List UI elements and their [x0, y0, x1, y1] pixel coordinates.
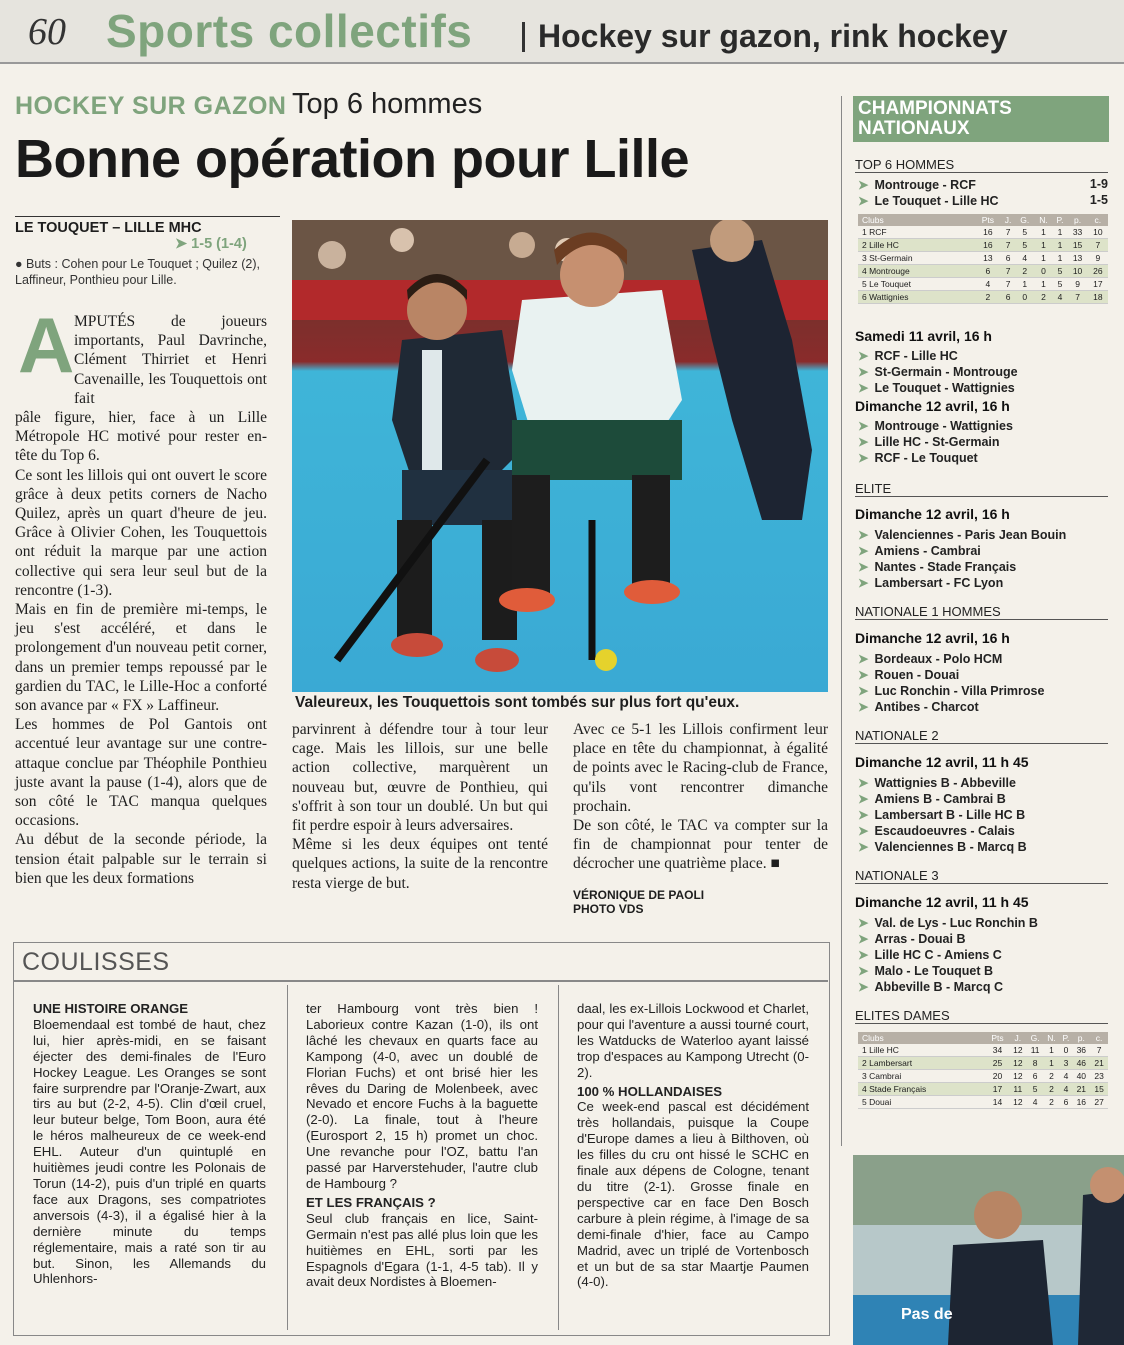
stat-cell: 46: [1072, 1057, 1090, 1070]
column-header: G.: [1015, 214, 1034, 226]
day-heading: Dimanche 12 avril, 11 h 45: [855, 894, 1029, 910]
fixture-text: Nantes - Stade Français: [874, 560, 1017, 574]
arrow-icon: ➤: [858, 652, 869, 666]
stat-cell: 1: [1053, 226, 1068, 239]
match-photo: [292, 220, 828, 692]
fixture: [858, 364, 1018, 379]
fixture-text: Montrouge - Wattignies: [874, 419, 1013, 433]
fixture-text: Escaudoeuvres - Calais: [874, 824, 1015, 838]
stat-cell: 9: [1088, 252, 1108, 265]
arrow-icon: ➤: [858, 381, 869, 395]
section-title: Sports collectifs: [106, 5, 473, 57]
fixture: [858, 434, 1000, 449]
stat-cell: 4: [1059, 1083, 1072, 1096]
day-heading: Dimanche 12 avril, 16 h: [855, 506, 1010, 522]
table-row: [858, 239, 1108, 252]
fixture: [858, 667, 959, 682]
day-heading: Dimanche 12 avril, 16 h: [855, 630, 1010, 646]
stat-cell: 2: [1044, 1083, 1060, 1096]
fixture-text: Valenciennes B - Marcq B: [874, 840, 1027, 854]
stat-cell: 15: [1090, 1083, 1108, 1096]
stat-cell: 6: [975, 265, 1001, 278]
fixture: [858, 527, 1066, 542]
page-number: 60: [28, 11, 66, 53]
result-match: Montrouge - RCF: [874, 178, 976, 192]
article-column-2: [292, 720, 548, 893]
byline: [573, 888, 704, 916]
stat-cell: 0: [1034, 265, 1052, 278]
column-header: c.: [1090, 1032, 1108, 1044]
stat-cell: 2: [975, 291, 1001, 304]
column-header: p.: [1072, 1032, 1090, 1044]
table-body: [858, 226, 1108, 304]
column-header: Clubs: [858, 1032, 986, 1044]
table-header-row: [858, 1032, 1108, 1044]
stat-cell: 4: [1053, 291, 1068, 304]
stat-cell: 2: [1034, 291, 1052, 304]
table-row: [858, 1070, 1108, 1083]
fixture: [858, 450, 978, 465]
stat-cell: 1: [1034, 252, 1052, 265]
arrow-icon: ➤: [858, 684, 869, 698]
standings-table-dames: [858, 1032, 1108, 1109]
club-cell: 3 Cambrai: [858, 1070, 986, 1083]
arrow-icon: ➤: [858, 178, 869, 192]
fixture-text: Rouen - Douai: [874, 668, 960, 682]
stat-cell: 1: [1015, 278, 1034, 291]
fixture: [858, 979, 1003, 994]
fixture: [858, 380, 1015, 395]
fixture-text: Le Touquet - Wattignies: [874, 381, 1015, 395]
stat-cell: 1: [1044, 1057, 1060, 1070]
club-cell: 4 Stade Français: [858, 1083, 986, 1096]
coulisses-text: Bloemendaal est tombé de haut, chez lui, hier après-midi, en se faisant éjecter des demi-finales de l'Euro Hockey League. Les Oranges se sont faire surprendre par l'Oranje-Zwart, aux tirs au but (2-2, 4-5). Clin d'œil cruel, leur buteur belge, Tom Boon, aura été le héros malheureux de ce week-end EHL. Auteur d'un quintuplé en huitièmes jeudi contre les Polonais de Torun (14-2), puis d'un triplé en quarts face aux Dragons, ses compatriotes anversois (4-3), il a égalisé hier à la dernière minute du temps réglementaire, mais a raté son tir au but. Sinon, les Allemands du Uhlenhors-: [33, 1016, 266, 1287]
arrow-icon: ➤: [858, 700, 869, 714]
column-divider: [558, 985, 559, 1330]
stat-cell: 4: [1027, 1096, 1044, 1109]
stat-cell: 36: [1072, 1044, 1090, 1057]
arrow-icon: ➤: [858, 792, 869, 806]
arrow-icon: ➤: [858, 451, 869, 465]
arrow-icon: ➤: [858, 419, 869, 433]
n1-title: NATIONALE 1 HOMMES: [855, 604, 1108, 620]
stat-cell: 6: [1059, 1096, 1072, 1109]
stat-cell: 5: [1027, 1083, 1044, 1096]
paragraph: Au début de la seconde période, la tension était palpable sur le terrain si bien que les deux formations: [15, 831, 267, 887]
paragraph: De son côté, le TAC va compter sur la fin de championnat pour tenter de décrocher une quatrième place. ■: [573, 817, 828, 873]
stat-cell: 13: [975, 252, 1001, 265]
stat-cell: 9: [1067, 278, 1087, 291]
club-cell: 4 Montrouge: [858, 265, 975, 278]
paragraph: Ce sont les lillois qui ont ouvert le score grâce à deux petits corners de Nacho Quilez, après un quart d'heure de jeu. Grâce à Olivier Cohen, les Touquettois ont réduit la marque par une action collective qui sera leur seul but de la rencontre (1-3).: [15, 466, 267, 599]
club-cell: 5 Douai: [858, 1096, 986, 1109]
coulisses-text: ter Hambourg vont très bien ! Laborieux contre Kazan (1-0), ils ont lâché les chevaux en quarts face au Kampong (4-0, avec un doublé de Florian Fuchs) et ont brisé hier les rêves du Daring de Molenbeek, avec Nevado et encore Fuchs à la baguette (2-0). La finale, tout à l'heure (Eurosport 2, 15 h) promet un choc. Une revanche pour l'OZ, battu l'an passé par Harverstehuder, l'autre club de Hambourg ?: [306, 1001, 538, 1191]
club-cell: 1 RCF: [858, 226, 975, 239]
paragraph: Avec ce 5-1 les Lillois confirment leur place en tête du championnat, à égalité de points avec le Racing-club de France, qu'ils vont rencontrer dimanche prochain.: [573, 721, 828, 815]
stat-cell: 10: [1088, 226, 1108, 239]
sidebar-title: [858, 99, 1012, 139]
elite-title: ELITE: [855, 481, 1108, 497]
table-row: [858, 1044, 1108, 1057]
result-match: Le Touquet - Lille HC: [874, 194, 999, 208]
table-row: [858, 291, 1108, 304]
fixture: [858, 775, 1016, 790]
header-separator: [522, 22, 525, 52]
table-row: [858, 265, 1108, 278]
fixture: [858, 575, 1003, 590]
table-row: [858, 1096, 1108, 1109]
drop-cap: A: [18, 301, 75, 389]
stat-cell: 1: [1034, 278, 1052, 291]
stat-cell: 7: [1090, 1044, 1108, 1057]
column-header: J.: [1009, 1032, 1027, 1044]
club-cell: 2 Lille HC: [858, 239, 975, 252]
fixture-text: Arras - Douai B: [874, 932, 966, 946]
stat-cell: 6: [1027, 1070, 1044, 1083]
coulisses-text: daal, les ex-Lillois Lockwood et Charlet, pour qui l'aventure a aussi tourné court, les Watducks de Waterloo ayant laissé trop d'espaces au Kampong Utrecht (0-2).: [577, 1001, 809, 1080]
arrow-icon: ➤: [858, 932, 869, 946]
stat-cell: 7: [1001, 226, 1015, 239]
article-kicker: HOCKEY SUR GAZON: [15, 92, 287, 120]
paragraph: parvinrent à défendre tour à tour leur cage. Mais les lillois, sur une belle action collective, marquèrent un nouveau but, œuvre de Ponthieu, qui s'offrit à son tour un doublé. Un but qui fit perdre espoir à leurs adversaires.: [292, 721, 548, 835]
stat-cell: 23: [1090, 1070, 1108, 1083]
fixture-text: St-Germain - Montrouge: [874, 365, 1018, 379]
stat-cell: 12: [1009, 1044, 1027, 1057]
stat-cell: 2: [1015, 265, 1034, 278]
fixture-text: Amiens B - Cambrai B: [874, 792, 1006, 806]
sidebar-divider: [841, 96, 842, 1146]
arrow-icon: ➤: [858, 840, 869, 854]
fixture-text: Valenciennes - Paris Jean Bouin: [874, 528, 1067, 542]
fixture-text: Malo - Le Touquet B: [874, 964, 993, 978]
fixture-text: Lambersart B - Lille HC B: [874, 808, 1026, 822]
banner-text: Pas de: [901, 1306, 953, 1323]
stat-cell: 16: [975, 226, 1001, 239]
sidebar-title-line: CHAMPIONNATS: [858, 98, 1012, 119]
paragraph: pâle figure, hier, face à un Lille Métropole HC motivé pour rester en-tête du Top 6.: [15, 409, 267, 465]
fixture: [858, 791, 1006, 806]
stat-cell: 3: [1059, 1057, 1072, 1070]
club-cell: 6 Wattignies: [858, 291, 975, 304]
stat-cell: 7: [1001, 278, 1015, 291]
result-row: [858, 177, 1108, 192]
arrow-icon: ➤: [858, 544, 869, 558]
stat-cell: 16: [975, 239, 1001, 252]
column-header: G.: [1027, 1032, 1044, 1044]
club-cell: 2 Lambersart: [858, 1057, 986, 1070]
stat-cell: 6: [1001, 291, 1015, 304]
stat-cell: 33: [1067, 226, 1087, 239]
stat-cell: 0: [1015, 291, 1034, 304]
table-header-row: [858, 214, 1108, 226]
column-header: c.: [1088, 214, 1108, 226]
stat-cell: 1: [1034, 226, 1052, 239]
fixture-text: Antibes - Charcot: [874, 700, 979, 714]
top6-title: TOP 6 HOMMES: [855, 157, 1108, 173]
article-column-1: [15, 408, 267, 888]
n3-title: NATIONALE 3: [855, 868, 1108, 884]
arrow-icon: ➤: [858, 349, 869, 363]
fixture: [858, 947, 1002, 962]
column-header: P.: [1053, 214, 1068, 226]
fixture-text: Bordeaux - Polo HCM: [874, 652, 1003, 666]
fixture-text: Wattignies B - Abbeville: [874, 776, 1016, 790]
article-lead: [74, 312, 267, 408]
fixture-text: Amiens - Cambrai: [874, 544, 981, 558]
day-heading: Dimanche 12 avril, 16 h: [855, 398, 1010, 414]
stat-cell: 1: [1034, 239, 1052, 252]
stat-cell: 11: [1027, 1044, 1044, 1057]
paragraph: Mais en fin de première mi-temps, le jeu s'est accéléré, et dans le prolongement d'un nouveau petit corner, dans un premier temps repoussé par le gardien du TAC, le Lille-Hoc a conforté son avance par « FX » Laffineur.: [15, 601, 267, 715]
stat-cell: 0: [1059, 1044, 1072, 1057]
stat-cell: 15: [1067, 239, 1087, 252]
column-header: Clubs: [858, 214, 975, 226]
stat-cell: 12: [1009, 1057, 1027, 1070]
paragraph: Les hommes de Pol Gantois ont accentué leur avantage sur une contre-attaque conclue par Théophile Ponthieu juste avant la pause (1-4), alors que de son côté le TAC manqua quelques occasions.: [15, 716, 267, 830]
fixture: [858, 931, 965, 946]
stat-cell: 5: [1053, 265, 1068, 278]
arrow-icon: ➤: [858, 365, 869, 379]
dames-title: ELITES DAMES: [855, 1008, 1108, 1024]
stat-cell: 16: [1072, 1096, 1090, 1109]
result-row: [858, 193, 1108, 208]
result-score: 1-9: [1089, 177, 1108, 191]
article-headline: Bonne opération pour Lille: [15, 129, 689, 189]
club-cell: 1 Lille HC: [858, 1044, 986, 1057]
stat-cell: 21: [1072, 1083, 1090, 1096]
stat-cell: 7: [1088, 239, 1108, 252]
stat-cell: 27: [1090, 1096, 1108, 1109]
fixture: [858, 348, 958, 363]
fixture: [858, 915, 1038, 930]
arrow-icon: ➤: [858, 808, 869, 822]
coulisses-title: COULISSES: [22, 948, 170, 976]
stat-cell: 10: [1067, 265, 1087, 278]
coulisses-heading: ET LES FRANÇAIS ?: [306, 1194, 436, 1210]
arrow-icon: ➤: [858, 776, 869, 790]
stat-cell: 12: [1009, 1096, 1027, 1109]
fixture: [858, 651, 1002, 666]
stat-cell: 1: [1044, 1044, 1060, 1057]
arrow-icon: ➤: [858, 435, 869, 449]
column-header: Pts: [986, 1032, 1009, 1044]
player-image: [853, 1155, 1124, 1345]
byline-photo: PHOTO VDS: [573, 902, 644, 916]
stat-cell: 2: [1044, 1070, 1060, 1083]
table-row: [858, 278, 1108, 291]
stat-cell: 8: [1027, 1057, 1044, 1070]
stat-cell: 4: [1015, 252, 1034, 265]
club-cell: 5 Le Touquet: [858, 278, 975, 291]
fixture: [858, 543, 981, 558]
arrow-icon: ➤: [858, 560, 869, 574]
stat-cell: 7: [1001, 265, 1015, 278]
column-header: N.: [1044, 1032, 1060, 1044]
stat-cell: 21: [1090, 1057, 1108, 1070]
fixture-text: Lille HC - St-Germain: [874, 435, 1000, 449]
stat-cell: 20: [986, 1070, 1009, 1083]
club-cell: 3 St-Germain: [858, 252, 975, 265]
stat-cell: 5: [1015, 239, 1034, 252]
coulisses-rule: [13, 980, 828, 982]
fixture-text: RCF - Le Touquet: [874, 451, 978, 465]
stat-cell: 5: [1053, 278, 1068, 291]
match-scorers: ● Buts : Cohen pour Le Touquet ; Quilez (2), Laffineur, Ponthieu pour Lille.: [15, 257, 260, 287]
stat-cell: 17: [986, 1083, 1009, 1096]
table-row: [858, 252, 1108, 265]
table-body: [858, 1044, 1108, 1109]
column-header: Pts: [975, 214, 1001, 226]
photo-caption: Valeureux, les Touquettois sont tombés sur plus fort qu'eux.: [295, 694, 740, 711]
stat-cell: 26: [1088, 265, 1108, 278]
arrow-icon: ➤: [858, 824, 869, 838]
fixture-text: Luc Ronchin - Villa Primrose: [874, 684, 1045, 698]
stat-cell: 25: [986, 1057, 1009, 1070]
fixture-text: Lambersart - FC Lyon: [874, 576, 1004, 590]
fixture: [858, 418, 1013, 433]
fixture: [858, 559, 1016, 574]
arrow-icon: ➤: [858, 980, 869, 994]
fixture: [858, 963, 993, 978]
coulisses-text: Seul club français en lice, Saint-Germain n'est pas allé plus loin que les huitièmes en EHL, sorti par les Espagnols d'Egara (1-1, 4-5 tab). Il y avait deux Nordistes à Bloemen-: [306, 1210, 538, 1290]
fixture: [858, 839, 1027, 854]
fixture-text: Abbeville B - Marcq C: [874, 980, 1003, 994]
article-column-3: [573, 720, 828, 874]
arrow-icon: ➤: [858, 576, 869, 590]
article-kicker-sub: Top 6 hommes: [292, 88, 483, 120]
arrow-icon: ➤: [858, 964, 869, 978]
sidebar-title-line: NATIONAUX: [858, 118, 970, 139]
fixture-text: RCF - Lille HC: [874, 349, 958, 363]
stat-cell: 34: [986, 1044, 1009, 1057]
fixture: [858, 699, 979, 714]
coulisses-column-2: [306, 1001, 538, 1290]
fixture-text: Val. de Lys - Luc Ronchin B: [874, 916, 1038, 930]
n2-title: NATIONALE 2: [855, 728, 1108, 744]
stat-cell: 2: [1044, 1096, 1060, 1109]
coulisses-heading: UNE HISTOIRE ORANGE: [33, 1001, 189, 1016]
match-label: LE TOUQUET – LILLE MHC: [15, 216, 280, 236]
fixture: [858, 807, 1025, 822]
match-score: ➤ 1-5 (1-4): [175, 236, 247, 252]
hockey-players-image: [292, 220, 828, 692]
stat-cell: 7: [1001, 239, 1015, 252]
table-row: [858, 1083, 1108, 1096]
stat-cell: 17: [1088, 278, 1108, 291]
arrow-icon: ➤: [858, 194, 869, 208]
table-row: [858, 226, 1108, 239]
stat-cell: 5: [1015, 226, 1034, 239]
coulisses-column-1: [33, 1001, 266, 1287]
coulisses-column-3: [577, 1001, 809, 1290]
stat-cell: 40: [1072, 1070, 1090, 1083]
day-heading: Dimanche 12 avril, 11 h 45: [855, 754, 1029, 770]
stat-cell: 6: [1001, 252, 1015, 265]
coulisses-heading: 100 % HOLLANDAISES: [577, 1083, 723, 1099]
paragraph: Même si les deux équipes ont tenté quelques actions, la suite de la rencontre resta vierge de but.: [292, 836, 548, 892]
coulisses-text: Ce week-end pascal est décidément très hollandais, puisque la Coupe d'Europe dames a lieu à Bilthoven, où les filles du cru ont hissé le SCHC en finale aux dépens de Cologne, tenant du titre (2-1). Grosse finale en perspective car en face Den Bosch carbure à plein régime, à l'image de sa demi-finale d'hier, face au Campo Madrid, avec un triplé de Vortenbosch et un but de sa star Maartje Paumen (4-0).: [577, 1099, 809, 1290]
result-score: 1-5: [1089, 193, 1108, 207]
arrow-icon: ➤: [858, 916, 869, 930]
stat-cell: 11: [1009, 1083, 1027, 1096]
day-heading: Samedi 11 avril, 16 h: [855, 328, 992, 344]
stat-cell: 4: [1059, 1070, 1072, 1083]
arrow-icon: ➤: [858, 948, 869, 962]
side-photo: [853, 1155, 1124, 1345]
table-row: [858, 1057, 1108, 1070]
article-lead-text: MPUTÉS de joueurs importants, Paul Davrinche, Clément Thirriet et Henri Cavenaille, les Touquettois ont fait: [74, 313, 267, 407]
column-header: P.: [1059, 1032, 1072, 1044]
stat-cell: 4: [975, 278, 1001, 291]
standings-table-top6: [858, 214, 1108, 304]
column-header: N.: [1034, 214, 1052, 226]
stat-cell: 1: [1053, 252, 1068, 265]
stat-cell: 1: [1053, 239, 1068, 252]
stat-cell: 13: [1067, 252, 1087, 265]
fixture-text: Lille HC C - Amiens C: [874, 948, 1002, 962]
column-header: J.: [1001, 214, 1015, 226]
stat-cell: 12: [1009, 1070, 1027, 1083]
fixture: [858, 823, 1015, 838]
fixture: [858, 683, 1044, 698]
byline-author: VÉRONIQUE DE PAOLI: [573, 888, 705, 902]
arrow-icon: ➤: [858, 668, 869, 682]
stat-cell: 14: [986, 1096, 1009, 1109]
arrow-icon: ➤: [858, 528, 869, 542]
column-header: p.: [1067, 214, 1087, 226]
column-divider: [287, 985, 288, 1330]
stat-cell: 7: [1067, 291, 1087, 304]
stat-cell: 18: [1088, 291, 1108, 304]
subsection-title: Hockey sur gazon, rink hockey: [538, 18, 1008, 54]
